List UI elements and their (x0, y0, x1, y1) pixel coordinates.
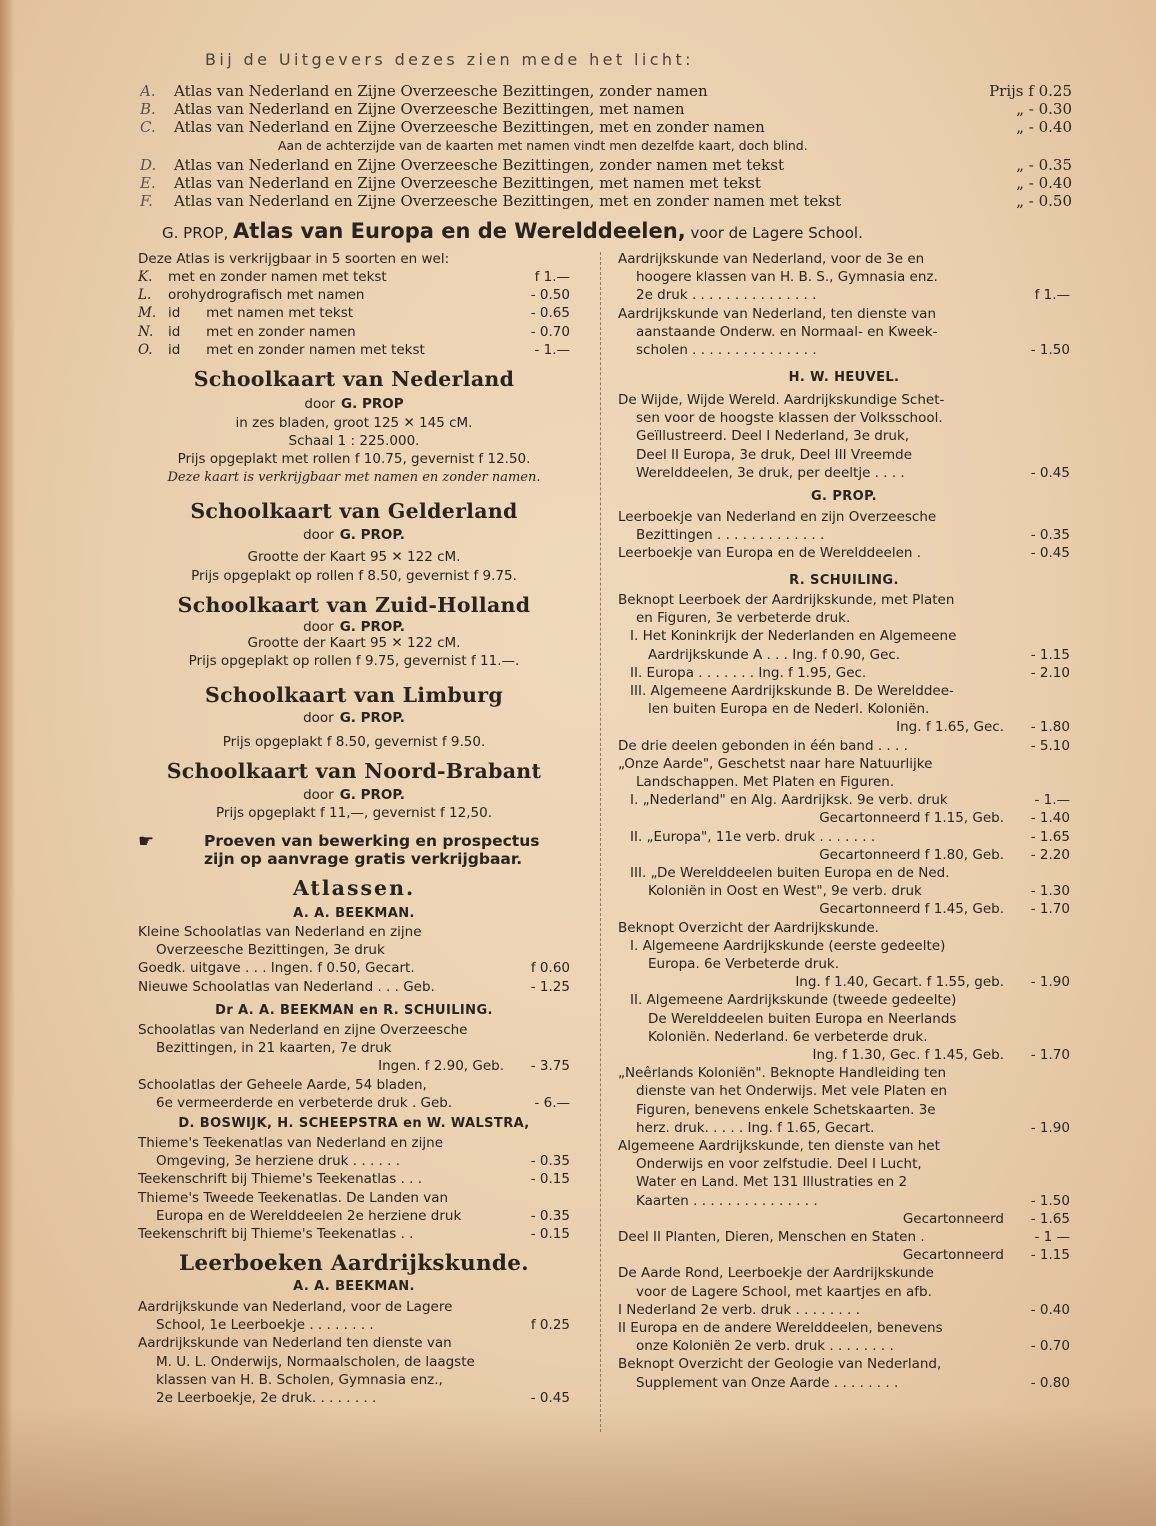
heuvel-line-text: De Wijde, Wijde Wereld. Aardrijkskundige Schet- (618, 392, 945, 408)
beekman-line-text: Overzeesche Bezittingen, 3e druk (156, 942, 385, 959)
schuiling-line-price: - 2.20 (1030, 846, 1070, 863)
schuiling-line (618, 991, 1070, 1009)
atlassen-heading: Atlassen. (292, 876, 416, 900)
heuvel-line-price: - 0.45 (1030, 464, 1070, 481)
schuiling-line (618, 864, 1070, 882)
schuiling-line-text: II. Algemeene Aardrijkskunde (tweede gedeelte) (630, 992, 957, 1009)
variant-letter: O. (138, 342, 153, 358)
schuiling-line-price: - 1.65 (1030, 1210, 1070, 1227)
schuiling-line (618, 1228, 1070, 1246)
beekman-line-price: - 1.25 (530, 978, 570, 995)
pointing-hand-icon: ☛ (138, 831, 155, 852)
aardrijkskunde-line-price: - 1.50 (1030, 342, 1070, 358)
schuiling-line-text: I. Algemeene Aardrijkskunde (eerste gedeelte) (630, 937, 946, 954)
variant-letter: L. (138, 287, 152, 303)
prop-heading: G. PROP. (810, 489, 877, 504)
beekman-line (138, 978, 570, 996)
schuiling-line-price: - 1.40 (1030, 810, 1070, 827)
top-atlas-letter: F. (140, 192, 153, 210)
top-atlas-letter: C. (140, 118, 156, 136)
schuiling-line (618, 882, 1070, 900)
schuiling-line-price: - 5.10 (1030, 737, 1070, 754)
schuiling-line-text: dienste van het Onderwijs. Met vele Platen en (636, 1083, 948, 1100)
schuiling-line (618, 809, 1070, 827)
right-column (618, 0, 1070, 1526)
schuiling-line (618, 718, 1070, 736)
schuiling-line-text: voor de Lagere School, met kaartjes en afb. (636, 1283, 932, 1300)
top-atlas-price: „ - 0.50 (1016, 192, 1072, 210)
beekman-heading: A. A. BEEKMAN. (293, 906, 415, 921)
leerboeken-author: A. A. BEEKMAN. (293, 1279, 415, 1294)
beekman-schuiling-line-text: Schoolatlas der Geheele Aarde, 54 bladen, (138, 1076, 427, 1093)
beekman-line-text: Goedk. uitgave . . . Ingen. f 0.50, Gecart. (138, 960, 415, 977)
variants-intro: Deze Atlas is verkrijgbaar in 5 soorten en wel: (138, 251, 450, 267)
aardrijkskunde-line (618, 305, 1070, 323)
leerboeken-line-text: M. U. L. Onderwijs, Normaalscholen, de laagste (156, 1353, 475, 1370)
schuiling-line-text: Europa. 6e Verbeterde druk. (648, 956, 839, 972)
schuiling-line (618, 682, 1070, 700)
boswijk-line-price: - 0.15 (530, 1226, 570, 1242)
zuidholland-map-title: Schoolkaart van Zuid-Holland (177, 593, 531, 617)
top-note: Aan de achterzijde van de kaarten met namen vindt men dezelfde kaart, doch blind. (278, 138, 808, 153)
heuvel-line-text: Werelddeelen, 3e druk, per deeltje . . . . (636, 464, 905, 481)
beekman-line-price: f 0.60 (530, 960, 570, 977)
schuiling-line-price: - 1.90 (1030, 1119, 1070, 1136)
column-divider (600, 252, 601, 1432)
europe-atlas-suffix: voor de Lagere School. (690, 224, 863, 242)
limburg_map-by: door (303, 710, 334, 726)
schuiling-line-text: Beknopt Overzicht der Aardrijkskunde. (618, 919, 879, 936)
aardrijkskunde-line-text: aanstaande Onderw. en Normaal- en Kweek- (636, 323, 938, 340)
heuvel-heading: H. W. HEUVEL. (788, 370, 900, 385)
heuvel-line (618, 446, 1070, 464)
schuiling-line-price: - 1.15 (1030, 1247, 1070, 1264)
schuiling-line-text: Gecartonneerd f 1.45, Geb. (819, 901, 1004, 918)
variant-letter: N. (138, 324, 154, 340)
beekman-schuiling-line-price: - 6.— (534, 1094, 570, 1111)
aardrijkskunde-line-text: Aardrijkskunde van Nederland, ten dienste van (618, 305, 937, 322)
schuiling-line-text: III. Algemeene Aardrijkskunde B. De Werelddee- (630, 683, 954, 699)
boswijk-line-text: Thieme's Tweede Teekenatlas. De Landen van (138, 1189, 449, 1206)
notice-line-1: Proeven van bewerking en prospectus (204, 832, 540, 850)
leerboeken-heading: Leerboeken Aardrijkskunde. (179, 1251, 529, 1276)
leerboeken-line-text: School, 1e Leerboekje . . . . . . . . (156, 1317, 374, 1334)
heuvel-line-text: sen voor de hoogste klassen der Volksschool. (636, 410, 943, 427)
gelderland-map-title: Schoolkaart van Gelderland (190, 499, 518, 523)
top-atlas-title: Atlas van Nederland en Zijne Overzeesche Bezittingen, met namen met tekst (174, 174, 761, 192)
schuiling-line (618, 1246, 1070, 1264)
prop-line-text: Bezittingen . . . . . . . . . . . . . (636, 527, 825, 544)
schuiling-line-text: III. „De Werelddeelen buiten Europa en de Ned. (630, 865, 950, 881)
schuiling-line-price: - 1 — (1034, 1229, 1070, 1245)
schuiling-line (618, 627, 1070, 645)
gelderland_map-by-line (138, 526, 570, 544)
limburg-map-title: Schoolkaart van Limburg (205, 683, 503, 707)
schuiling-line-text: Onderwijs en voor zelfstudie. Deel I Lucht, (636, 1156, 922, 1173)
aardrijkskunde-line (618, 341, 1070, 359)
aardrijkskunde-line-text: 2e druk . . . . . . . . . . . . . . . (636, 287, 817, 304)
schuiling-line-text: „Neêrlands Koloniën". Beknopte Handleiding ten (618, 1065, 947, 1082)
schuiling-line (618, 755, 1070, 773)
beekman-schuiling-line (138, 1057, 570, 1075)
schuiling-line (618, 1355, 1070, 1373)
schuiling-line-text: Gecartonneerd (902, 1247, 1004, 1264)
beekman-line (138, 959, 570, 977)
schuiling-line (618, 1301, 1070, 1319)
schuiling-line-text: I. Het Koninkrijk der Nederlanden en Algemeene (630, 628, 957, 645)
top-atlas-price: „ - 0.40 (1016, 174, 1072, 192)
top-atlas-title: Atlas van Nederland en Zijne Overzeesche Bezittingen, zonder namen (174, 82, 708, 100)
beekman-schuiling-line (138, 1021, 570, 1039)
boswijk-line (138, 1152, 570, 1170)
aardrijkskunde-line (618, 268, 1070, 286)
schuiling-line-text: De Werelddeelen buiten Europa en Neerlands (648, 1010, 957, 1027)
schuiling-line-price: - 0.40 (1030, 1301, 1070, 1318)
boswijk-line-text: Omgeving, 3e herziene druk . . . . . . (156, 1153, 400, 1170)
aardrijkskunde-line-text: Aardrijkskunde van Nederland, voor de 3e en (618, 251, 925, 267)
aardrijkskunde-line (618, 286, 1070, 304)
beekman-schuiling-line-text: Bezittingen, in 21 kaarten, 7e druk (156, 1040, 392, 1057)
schuiling-line-price: - 1.70 (1030, 1047, 1070, 1063)
schuiling-line (618, 1264, 1070, 1282)
aardrijkskunde-line (618, 323, 1070, 341)
schuiling-line-price: - 1.65 (1030, 828, 1070, 845)
leerboeken-line-text: 2e Leerboekje, 2e druk. . . . . . . . (156, 1390, 377, 1406)
schuiling-line-text: „Onze Aarde", Geschetst naar hare Natuurlijke (618, 755, 933, 772)
schuiling-line-text: Landschappen. Met Platen en Figuren. (636, 774, 895, 790)
schuiling-line-text: Ing. f 1.30, Gec. f 1.45, Geb. (812, 1047, 1004, 1063)
boswijk-line (138, 1189, 570, 1207)
schuiling-line-text: Deel II Planten, Dieren, Menschen en Staten . (618, 1229, 925, 1245)
heuvel-line-text: Geïllustreerd. Deel I Nederland, 3e druk, (636, 428, 910, 445)
left-column (138, 0, 570, 1526)
gelderland_map-author: G. PROP. (339, 527, 405, 543)
beekman-line (138, 941, 570, 959)
nl-map-price: Prijs opgeplakt met rollen f 10.75, gevernist f 12.50. (177, 451, 531, 467)
schuiling-line (618, 1173, 1070, 1191)
top-atlas-title: Atlas van Nederland en Zijne Overzeesche Bezittingen, met en zonder namen met tekst (174, 192, 842, 210)
variant-price: f 1.— (534, 269, 570, 285)
nl_map-by: door (304, 396, 336, 412)
schuiling-line (618, 737, 1070, 755)
europe-atlas-name: Atlas van Europa en de Werelddeelen, (233, 219, 686, 243)
schuiling-line-text: Ing. f 1.65, Gec. (896, 719, 1004, 736)
variant-row (138, 268, 570, 286)
leerboeken-line-text: klassen van H. B. Scholen, Gymnasia enz., (156, 1371, 443, 1388)
top-atlas-price: „ - 0.30 (1016, 100, 1072, 118)
leerboeken-line (138, 1371, 570, 1389)
schuiling-line (618, 919, 1070, 937)
nl-map-note: Deze kaart is verkrijgbaar met namen en zonder namen. (167, 470, 541, 485)
boswijk-line-price: - 0.35 (530, 1153, 570, 1170)
schuiling-line (618, 791, 1070, 809)
variant-letter: M. (138, 305, 157, 321)
schuiling-line-text: Kaarten . . . . . . . . . . . . . . . (636, 1192, 818, 1209)
variant-row (138, 341, 570, 359)
schuiling-line-text: I. „Nederland" en Alg. Aardrijksk. 9e verb. druk (630, 792, 948, 809)
zuidholland_map-author: G. PROP. (339, 619, 405, 635)
brabant_map-author: G. PROP. (339, 787, 405, 803)
schuiling-line (618, 937, 1070, 955)
nl_map-by-line (138, 395, 570, 413)
top-atlas-letter: B. (140, 100, 156, 118)
schuiling-line (618, 1064, 1070, 1082)
gelderland-map-price: Prijs opgeplakt op rollen f 8.50, gevernist f 9.75. (191, 568, 517, 584)
schuiling-line (618, 1283, 1070, 1301)
zuidholland-map-size: Grootte der Kaart 95 ✕ 122 cM. (247, 635, 461, 651)
top-atlas-title: Atlas van Nederland en Zijne Overzeesche Bezittingen, zonder namen met tekst (174, 156, 784, 174)
boswijk-line (138, 1207, 570, 1225)
schuiling-line-text: De Aarde Rond, Leerboekje der Aardrijkskunde (618, 1265, 934, 1282)
variant-letter: K. (138, 269, 153, 285)
prop-line-price: - 0.35 (1030, 527, 1070, 544)
zuidholland-map-price: Prijs opgeplakt op rollen f 9.75, gevernist f 11.—. (188, 653, 520, 669)
limburg_map-by-line (138, 709, 570, 727)
schuiling-line-text: en Figuren, 3e verbeterde druk. (636, 610, 851, 627)
schuiling-line (618, 1010, 1070, 1028)
schuiling-line (618, 900, 1070, 918)
variant-text: orohydrografisch met namen (168, 287, 365, 303)
variant-price: - 0.70 (530, 324, 570, 340)
schuiling-line-text: Water en Land. Met 131 Illustraties en 2 (636, 1174, 908, 1191)
schuiling-line-price: - 1.90 (1030, 974, 1070, 991)
prop-line-text: Leerboekje van Nederland en zijn Overzeesche (618, 509, 937, 525)
aardrijkskunde-line-price: f 1.— (1034, 287, 1070, 304)
schuiling-line-price: - 1.— (1034, 792, 1070, 809)
nl-map-scale: Schaal 1 : 225.000. (288, 433, 420, 449)
limburg-map-price: Prijs opgeplakt f 8.50, gevernist f 9.50. (222, 734, 486, 750)
schuiling-line-text: I Nederland 2e verb. druk . . . . . . . . (618, 1301, 860, 1318)
schuiling-line (618, 1192, 1070, 1210)
beekman-schuiling-line (138, 1076, 570, 1094)
schuiling-line (618, 1155, 1070, 1173)
brabant-map-title: Schoolkaart van Noord-Brabant (166, 759, 542, 783)
page-header: Bij de Uitgevers dezes zien mede het licht: (205, 50, 694, 69)
schuiling-line-price: - 1.30 (1030, 883, 1070, 900)
schuiling-line-text: onze Koloniën 2e verb. druk . . . . . . . . (636, 1338, 894, 1355)
beekman-schuiling-line-text: Ingen. f 2.90, Geb. (378, 1058, 504, 1075)
beekman-schuiling-line-text: 6e vermeerderde en verbeterde druk . Geb. (156, 1094, 453, 1111)
schuiling-line-price: - 1.70 (1030, 901, 1070, 918)
variant-row (138, 286, 570, 304)
variant-text: met en zonder namen met tekst (168, 269, 387, 285)
schuiling-line (618, 1137, 1070, 1155)
leerboeken-line-text: Aardrijkskunde van Nederland ten dienste van (138, 1335, 452, 1352)
boswijk-line (138, 1225, 570, 1243)
heuvel-line (618, 409, 1070, 427)
schuiling-line (618, 1046, 1070, 1064)
schuiling-line (618, 973, 1070, 991)
variant-row (138, 323, 570, 341)
schuiling-line (618, 646, 1070, 664)
leerboeken-line-text: Aardrijkskunde van Nederland, voor de Lagere (138, 1299, 453, 1315)
schuiling-line-text: Ing. f 1.40, Gecart. f 1.55, geb. (795, 974, 1004, 991)
heuvel-line (618, 427, 1070, 445)
schuiling-line-text: II. „Europa", 11e verb. druk . . . . . . . (630, 828, 876, 845)
leerboeken-line (138, 1298, 570, 1316)
schuiling-line-text: Supplement van Onze Aarde . . . . . . . . (636, 1374, 899, 1391)
schuiling-line (618, 1028, 1070, 1046)
schuiling-line-text: Gecartonneerd f 1.15, Geb. (819, 810, 1004, 827)
schuiling-line-text: Aardrijkskunde A . . . Ing. f 0.90, Gec. (648, 646, 901, 663)
aardrijkskunde-line (618, 250, 1070, 268)
notice-line-2: zijn op aanvrage gratis verkrijgbaar. (204, 850, 523, 868)
beekman-line-text: Kleine Schoolatlas van Nederland en zijne (138, 924, 422, 940)
aardrijkskunde-line-text: scholen . . . . . . . . . . . . . . . (636, 342, 817, 358)
brabant_map-by-line (138, 786, 570, 804)
leerboeken-line (138, 1353, 570, 1371)
heuvel-line (618, 391, 1070, 409)
prop-line-text: Leerboekje van Europa en de Werelddeelen . (618, 545, 922, 562)
schuiling-line-text: Gecartonneerd (902, 1210, 1004, 1227)
variant-price: - 1.— (534, 342, 570, 358)
nl-map-title: Schoolkaart van Nederland (193, 367, 515, 391)
top-atlas-letter: E. (140, 174, 156, 192)
schuiling-line-text: Beknopt Leerboek der Aardrijkskunde, met Platen (618, 592, 955, 608)
nl_map-author: G. PROP (341, 396, 404, 412)
schuiling-line (618, 1119, 1070, 1137)
beekman-schuiling-line (138, 1094, 570, 1112)
beekman-schuiling-line-text: Schoolatlas van Nederland en zijne Overzeesche (138, 1022, 468, 1038)
zuidholland_map-by: door (303, 619, 334, 635)
boswijk-line-text: Teekenschrift bij Thieme's Teekenatlas . . . (138, 1171, 423, 1188)
schuiling-line-text: Beknopt Overzicht der Geologie van Nederland, (618, 1356, 942, 1373)
schuiling-line (618, 700, 1070, 718)
top-atlas-title: Atlas van Nederland en Zijne Overzeesche Bezittingen, met namen (174, 100, 685, 118)
top-atlas-price: Prijs f 0.25 (989, 82, 1072, 100)
schuiling-line-text: Figuren, benevens enkele Schetskaarten. 3e (636, 1101, 936, 1118)
top-atlas-letter: D. (140, 156, 157, 174)
schuiling-line-text: II Europa en de andere Werelddeelen, benevens (618, 1320, 943, 1336)
brabant-map-price: Prijs opgeplakt f 11,—, gevernist f 12,50. (216, 805, 492, 821)
limburg_map-author: G. PROP. (339, 710, 405, 726)
schuiling-line (618, 1374, 1070, 1392)
beekman-schuiling-line (138, 1039, 570, 1057)
boswijk-heading: D. BOSWIJK, H. SCHEEPSTRA en W. WALSTRA, (178, 1116, 530, 1131)
heuvel-line (618, 464, 1070, 482)
gelderland-map-size: Grootte der Kaart 95 ✕ 122 cM. (247, 549, 461, 565)
schuiling-line (618, 955, 1070, 973)
variant-price: - 0.50 (530, 287, 570, 303)
top-atlas-title: Atlas van Nederland en Zijne Overzeesche Bezittingen, met en zonder namen (174, 118, 765, 136)
boswijk-line (138, 1134, 570, 1152)
variant-text: id met namen met tekst (168, 305, 354, 321)
beekman-schuiling-line-price: - 3.75 (530, 1058, 570, 1075)
schuiling-line (618, 1319, 1070, 1337)
schuiling-heading: R. SCHUILING. (789, 573, 899, 588)
schuiling-line (618, 828, 1070, 846)
top-atlas-letter: A. (140, 82, 156, 100)
schuiling-line (618, 846, 1070, 864)
schuiling-line-text: Gecartonneerd f 1.80, Geb. (819, 846, 1004, 863)
boswijk-line-text: Teekenschrift bij Thieme's Teekenatlas . . (138, 1226, 414, 1242)
boswijk-line-price: - 0.15 (530, 1171, 570, 1188)
schuiling-line-text: len buiten Europa en de Nederl. Koloniën. (648, 701, 930, 718)
heuvel-line-text: Deel II Europa, 3e druk, Deel III Vreemde (636, 446, 912, 463)
schuiling-line-text: Algemeene Aardrijkskunde, ten dienste van het (618, 1138, 940, 1154)
leerboeken-line (138, 1316, 570, 1334)
schuiling-line (618, 1337, 1070, 1355)
prop-line (618, 544, 1070, 562)
schuiling-line-price: - 2.10 (1030, 664, 1070, 681)
leerboeken-line (138, 1389, 570, 1407)
variant-row (138, 304, 570, 322)
schuiling-line-text: Koloniën. Nederland. 6e verbeterde druk. (648, 1028, 928, 1045)
top-atlas-price: „ - 0.35 (1016, 156, 1072, 174)
boswijk-line-text: Europa en de Werelddeelen 2e herziene druk (156, 1207, 462, 1224)
schuiling-line (618, 1101, 1070, 1119)
schuiling-line-text: De drie deelen gebonden in één band . . . . (618, 737, 908, 754)
top-atlas-price: „ - 0.40 (1016, 118, 1072, 136)
variant-text: id met en zonder namen met tekst (168, 342, 425, 358)
boswijk-line-text: Thieme's Teekenatlas van Nederland en zijne (138, 1135, 444, 1151)
aardrijkskunde-line-text: hoogere klassen van H. B. S., Gymnasia enz. (636, 269, 938, 286)
schuiling-line-price: - 1.50 (1030, 1192, 1070, 1209)
leerboeken-line-price: f 0.25 (530, 1317, 570, 1334)
variant-text: id met en zonder namen (168, 324, 356, 340)
schuiling-line (618, 591, 1070, 609)
brabant_map-by: door (303, 787, 334, 803)
leerboeken-line (138, 1334, 570, 1352)
schuiling-line-price: - 0.70 (1030, 1338, 1070, 1355)
boswijk-line (138, 1170, 570, 1188)
schuiling-line-price: - 1.80 (1030, 719, 1070, 736)
schuiling-line (618, 773, 1070, 791)
leerboeken-line-price: - 0.45 (530, 1390, 570, 1406)
schuiling-line-price: - 0.80 (1030, 1374, 1070, 1391)
beekman-line (138, 923, 570, 941)
beekman-schuiling-heading: Dr A. A. BEEKMAN en R. SCHUILING. (215, 1003, 493, 1018)
variant-price: - 0.65 (530, 305, 570, 321)
boswijk-line-price: - 0.35 (530, 1207, 570, 1224)
schuiling-line-text: herz. druk. . . . . Ing. f 1.65, Gecart. (636, 1119, 875, 1136)
prop-line (618, 508, 1070, 526)
schuiling-line (618, 1082, 1070, 1100)
prop-line-price: - 0.45 (1030, 545, 1070, 562)
schuiling-line (618, 1210, 1070, 1228)
prop-line (618, 526, 1070, 544)
nl-map-size: in zes bladen, groot 125 ✕ 145 cM. (235, 415, 473, 431)
schuiling-line (618, 609, 1070, 627)
beekman-line-text: Nieuwe Schoolatlas van Nederland . . . Geb. (138, 978, 435, 995)
europe-atlas-author: G. PROP, (162, 224, 229, 242)
gelderland_map-by: door (303, 527, 334, 543)
schuiling-line (618, 664, 1070, 682)
schuiling-line-text: II. Europa . . . . . . . Ing. f 1.95, Gec. (630, 664, 867, 681)
schuiling-line-text: Koloniën in Oost en West", 9e verb. druk (648, 883, 922, 900)
schuiling-line-price: - 1.15 (1030, 646, 1070, 663)
